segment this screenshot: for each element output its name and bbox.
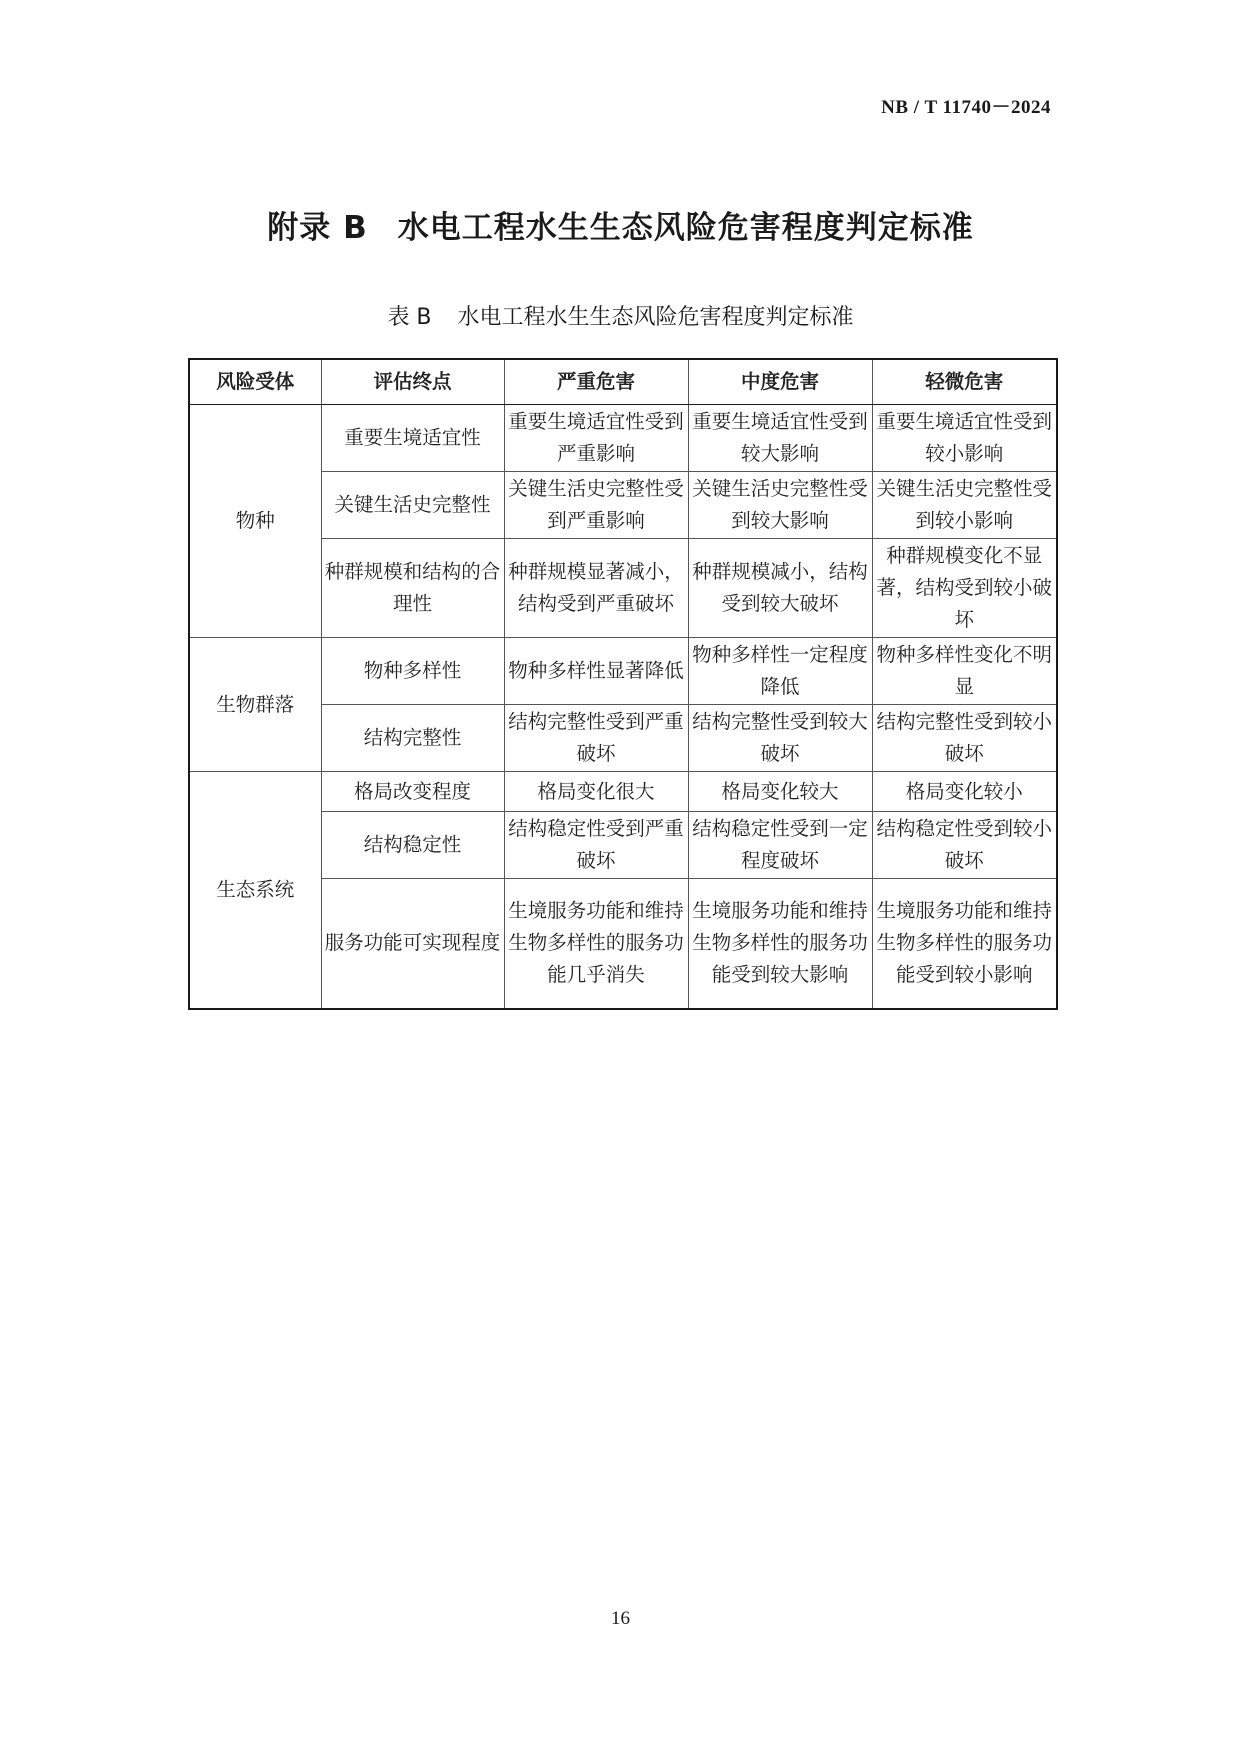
endpoint-cell: 服务功能可实现程度	[321, 879, 504, 1009]
severe-cell: 重要生境适宜性受到严重影响	[504, 405, 688, 472]
minor-cell: 物种多样性变化不明显	[872, 638, 1057, 705]
endpoint-cell: 种群规模和结构的合理性	[321, 539, 504, 638]
header-cell: 评估终点	[321, 359, 504, 405]
severe-cell: 结构稳定性受到严重破坏	[504, 812, 688, 879]
severe-cell: 生境服务功能和维持生物多样性的服务功能几乎消失	[504, 879, 688, 1009]
moderate-cell: 重要生境适宜性受到较大影响	[688, 405, 872, 472]
minor-cell: 重要生境适宜性受到较小影响	[872, 405, 1057, 472]
page-number: 16	[611, 1608, 630, 1629]
endpoint-cell: 物种多样性	[321, 638, 504, 705]
endpoint-cell: 结构完整性	[321, 705, 504, 772]
minor-cell: 格局变化较小	[872, 772, 1057, 812]
minor-cell: 结构稳定性受到较小破坏	[872, 812, 1057, 879]
table-caption-title: 水电工程水生生态风险危害程度判定标准	[457, 305, 854, 330]
table-row	[189, 772, 1057, 812]
appendix-title-text: 水电工程水生生态风险危害程度判定标准	[397, 210, 974, 246]
minor-cell: 种群规模变化不显著，结构受到较小破坏	[872, 539, 1057, 638]
severe-cell: 关键生活史完整性受到严重影响	[504, 472, 688, 539]
table-caption-label: 表 B	[387, 305, 432, 330]
table-row	[189, 405, 1057, 472]
severe-cell: 物种多样性显著降低	[504, 638, 688, 705]
appendix-label: 附录 B	[267, 210, 368, 246]
moderate-cell: 种群规模减小，结构受到较大破坏	[688, 539, 872, 638]
table-caption	[0, 300, 1241, 331]
endpoint-cell: 结构稳定性	[321, 812, 504, 879]
moderate-cell: 物种多样性一定程度降低	[688, 638, 872, 705]
header-cell: 轻微危害	[872, 359, 1057, 405]
table-header-row	[189, 359, 1057, 405]
severe-cell: 种群规模显著减小，结构受到严重破坏	[504, 539, 688, 638]
moderate-cell: 关键生活史完整性受到较大影响	[688, 472, 872, 539]
severe-cell: 格局变化很大	[504, 772, 688, 812]
header-cell: 中度危害	[688, 359, 872, 405]
endpoint-cell: 重要生境适宜性	[321, 405, 504, 472]
moderate-cell: 结构完整性受到较大破坏	[688, 705, 872, 772]
risk-criteria-table	[188, 358, 1058, 1010]
moderate-cell: 生境服务功能和维持生物多样性的服务功能受到较大影响	[688, 879, 872, 1009]
moderate-cell: 格局变化较大	[688, 772, 872, 812]
endpoint-cell: 关键生活史完整性	[321, 472, 504, 539]
table-row	[189, 638, 1057, 705]
receptor-cell: 物种	[189, 405, 321, 638]
moderate-cell: 结构稳定性受到一定程度破坏	[688, 812, 872, 879]
header-cell: 严重危害	[504, 359, 688, 405]
appendix-title	[0, 202, 1241, 247]
header-cell: 风险受体	[189, 359, 321, 405]
document-code: NB / T 11740－2024	[881, 97, 1051, 118]
severe-cell: 结构完整性受到严重破坏	[504, 705, 688, 772]
minor-cell: 生境服务功能和维持生物多样性的服务功能受到较小影响	[872, 879, 1057, 1009]
minor-cell: 关键生活史完整性受到较小影响	[872, 472, 1057, 539]
endpoint-cell: 格局改变程度	[321, 772, 504, 812]
minor-cell: 结构完整性受到较小破坏	[872, 705, 1057, 772]
receptor-cell: 生物群落	[189, 638, 321, 772]
receptor-cell: 生态系统	[189, 772, 321, 1009]
